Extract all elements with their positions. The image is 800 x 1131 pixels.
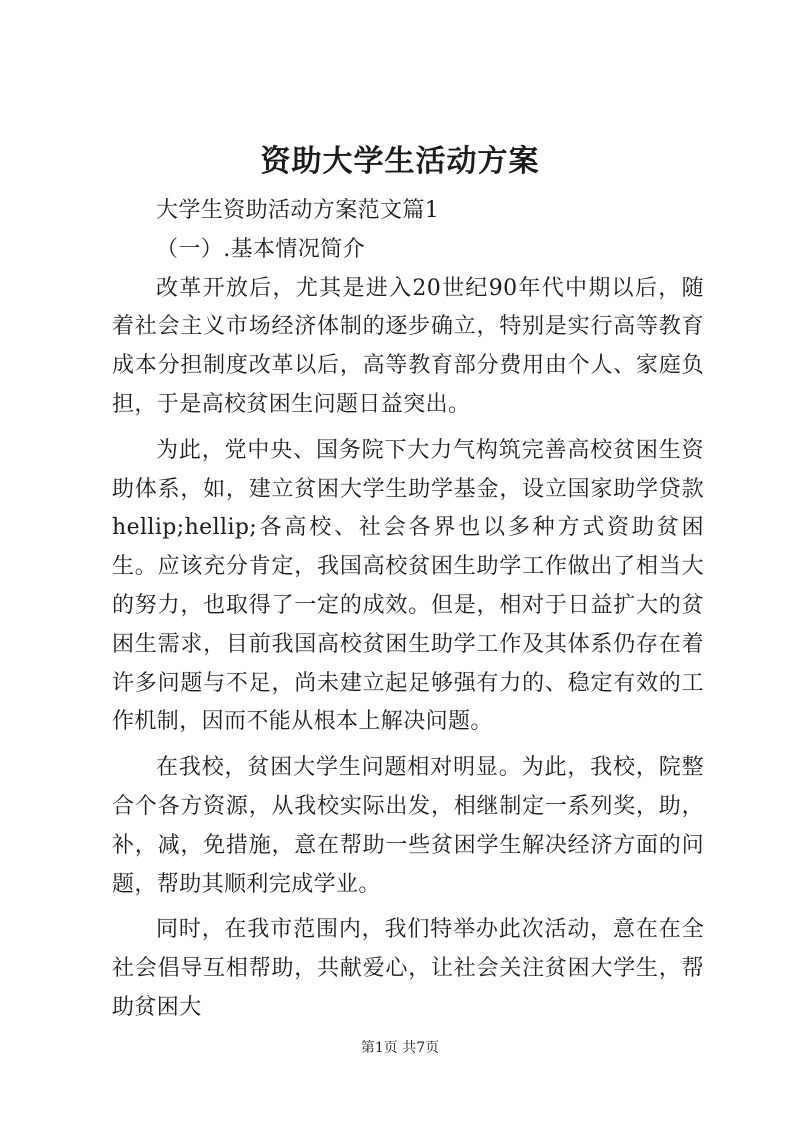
document-subtitle: 大学生资助活动方案范文篇1	[156, 198, 440, 223]
body-paragraph: 改革开放后，尤其是进入20世纪90年代中期以后，随着社会主义市场经济体制的逐步确立，特别是实行高等教育成本分担制度改革以后，高等教育部分费用由个人、家庭负担，于是高校贫困生问题日益突出。	[112, 275, 704, 417]
body-paragraph: 为此，党中央、国务院下大力气构筑完善高校贫困生资助体系，如，建立贫困大学生助学基金，设立国家助学贷款hellip;hellip;各高校、社会各界也以多种方式资助贫困生。应该充分肯定，我国高校贫困生助学工作做出了相当大的努力，也取得了一定的成效。但是，相对于日益扩大的贫困生需求，目前我国高校贫困生助学工作及其体系仍存在着许多问题与不足，尚未建立起足够强有力的、稳定有效的工作机制，因而不能从根本上解决问题。	[112, 437, 704, 735]
body-paragraph: 同时，在我市范围内，我们特举办此次活动，意在在全社会倡导互相帮助，共献爱心，让社会关注贫困大学生，帮助贫困大	[112, 917, 704, 1020]
document-title: 资助大学生活动方案	[260, 144, 540, 179]
body-paragraph: 在我校，贫困大学生问题相对明显。为此，我校，院整合个各方资源，从我校实际出发，相继制定一系列奖，助，补，减，免措施，意在帮助一些贫困学生解决经济方面的问题，帮助其顺利完成学业。	[112, 755, 704, 897]
document-body	[112, 192, 704, 1028]
section-heading: （一）.基本情况简介	[156, 236, 365, 262]
page-footer: 第1页 共7页	[360, 1040, 440, 1056]
